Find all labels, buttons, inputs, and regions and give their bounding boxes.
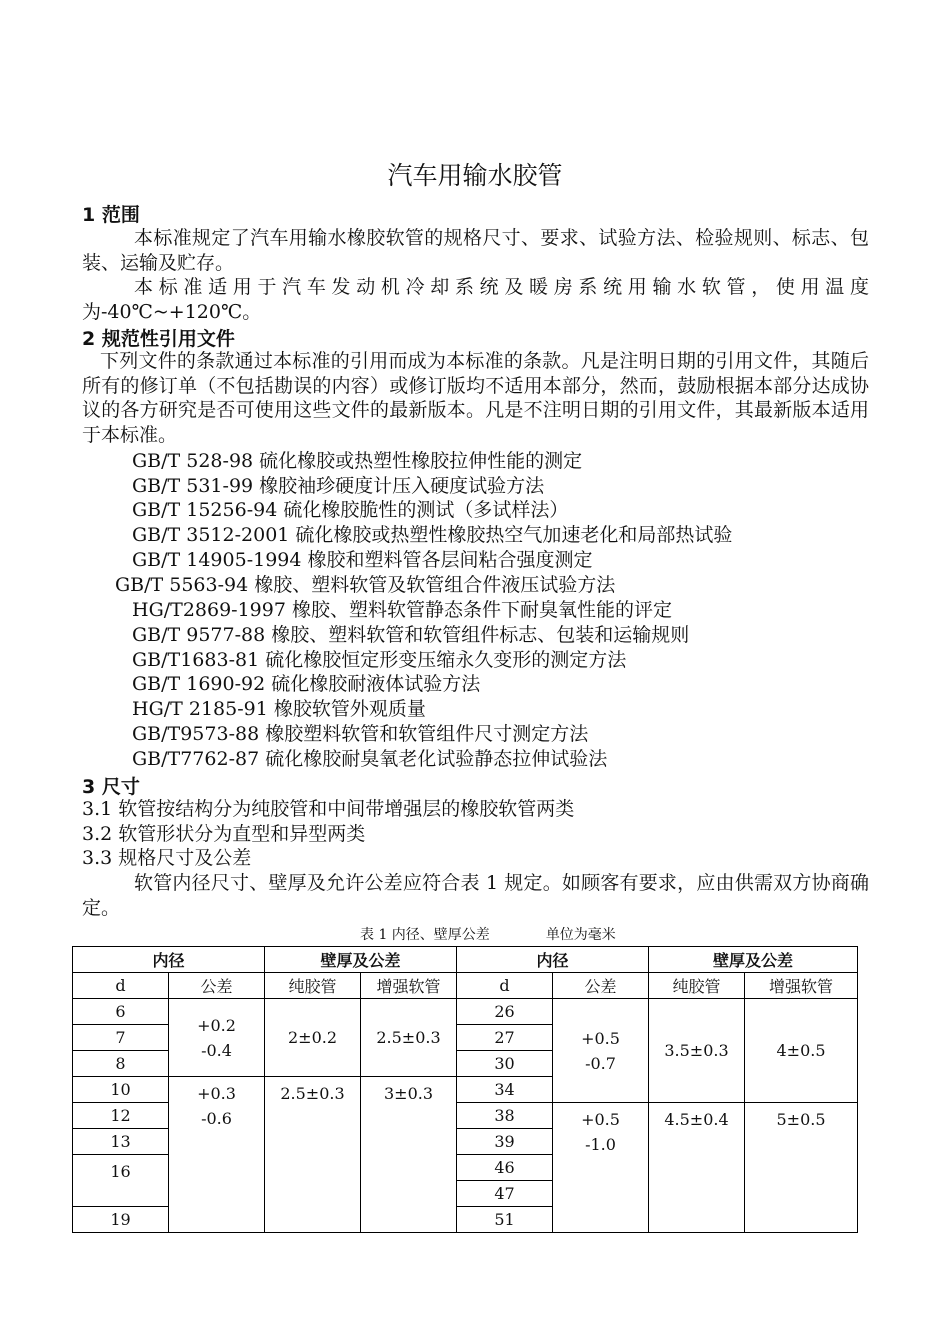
table-cell-d: 51 [457,1207,553,1233]
table-cell-d: 39 [457,1129,553,1155]
document-title: 汽车用输水胶管 [387,161,563,190]
section-3-item: 3.1 软管按结构分为纯胶管和中间带增强层的橡胶软管两类 [82,798,575,820]
section-3-item: 3.3 规格尺寸及公差 [82,847,252,869]
reference-item: GB/T1683-81 硫化橡胶恒定形变压缩永久变形的测定方法 [132,649,627,671]
table-cell-tolerance [169,1077,265,1233]
table-cell-d: 34 [457,1077,553,1103]
tolerance-lower: -1.0 [585,1135,616,1154]
table-cell-d: 19 [73,1207,169,1233]
table-group-header: 壁厚及公差 [649,947,858,973]
tolerance-lower: -0.7 [585,1053,616,1073]
table-caption [360,924,616,944]
section-3-paragraph: 软管内径尺寸、壁厚及允许公差应符合表 1 规定。如顾客有要求，应由供需双方协商确定。 [82,872,869,919]
table-cell-wall-pure: 2±0.2 [265,999,361,1077]
table-sub-header: 增强软管 [745,973,858,999]
table-cell-tolerance [169,999,265,1077]
table-cell-d: 47 [457,1181,553,1207]
table-cell-d: 30 [457,1051,553,1077]
tolerance-lower: -0.6 [201,1109,232,1128]
table-cell-wall-pure: 4.5±0.4 [649,1103,745,1233]
table-cell-d: 10 [73,1077,169,1103]
table-sub-header: d [457,973,553,999]
reference-item: GB/T 528-98 硫化橡胶或热塑性橡胶拉伸性能的测定 [132,450,583,472]
section-1-heading: 1 范围 [82,204,140,226]
reference-item: GB/T7762-87 硫化橡胶耐臭氧老化试验静态拉伸试验法 [132,748,608,770]
table-cell-d: 46 [457,1155,553,1181]
tolerance-upper: +0.3 [197,1084,236,1103]
section-2-heading: 2 规范性引用文件 [82,328,235,350]
reference-item: GB/T9573-88 橡胶塑料软管和软管组件尺寸测定方法 [132,723,589,745]
table-sub-header: 纯胶管 [265,973,361,999]
table-cell-d: 8 [73,1051,169,1077]
table-cell-d: 16 [73,1155,169,1207]
section-1-paragraph-2: 本标准适用于汽车发动机冷却系统及暖房系统用输水软管，使用温度为-40℃~+120℃。 [82,276,869,323]
table-group-header: 内径 [457,947,649,973]
reference-item: GB/T 5563-94 橡胶、塑料软管及软管组合件液压试验方法 [115,574,616,596]
table-cell-wall-reinforced: 4±0.5 [745,999,858,1103]
table-cell-d: 6 [73,999,169,1025]
reference-item: GB/T 1690-92 硫化橡胶耐液体试验方法 [132,673,481,695]
table-cell-d: 7 [73,1025,169,1051]
table-cell-d: 38 [457,1103,553,1129]
section-3-item: 3.2 软管形状分为直型和异型两类 [82,823,366,845]
reference-item: HG/T 2185-91 橡胶软管外观质量 [132,698,426,720]
reference-item: GB/T 15256-94 硫化橡胶脆性的测试（多试样法） [132,499,569,521]
tolerance-lower: -0.4 [201,1040,232,1060]
table-cell-wall-reinforced: 2.5±0.3 [361,999,457,1077]
tolerance-upper: +0.5 [581,1110,620,1129]
table-cell-d: 12 [73,1103,169,1129]
section-1-paragraph-1: 本标准规定了汽车用输水橡胶软管的规格尺寸、要求、试验方法、检验规则、标志、包装、运输及贮存。 [82,227,869,274]
table-sub-header: 公差 [553,973,649,999]
table-sub-header: 纯胶管 [649,973,745,999]
table-cell-d: 13 [73,1129,169,1155]
table-unit: 单位为毫米 [545,927,616,943]
table-cell-d: 26 [457,999,553,1025]
table-caption-title: 表 1 内径、壁厚公差 [360,927,490,943]
section-3-heading: 3 尺寸 [82,776,140,798]
table-cell-tolerance [553,1103,649,1233]
reference-item: HG/T2869-1997 橡胶、塑料软管静态条件下耐臭氧性能的评定 [132,599,672,621]
table-group-header: 内径 [73,947,265,973]
table-group-header: 壁厚及公差 [265,947,457,973]
table-cell-tolerance [553,999,649,1103]
table-sub-header: 增强软管 [361,973,457,999]
table-cell-wall-pure: 2.5±0.3 [265,1077,361,1233]
table-cell-wall-reinforced: 3±0.3 [361,1077,457,1233]
tolerance-upper: +0.2 [197,1015,236,1035]
section-2-intro: 下列文件的条款通过本标准的引用而成为本标准的条款。凡是注明日期的引用文件，其随后所有的修订单（不包括勘误的内容）或修订版均不适用本部分，然而，鼓励根据本部分达成协议的各方研究是否可使用这些文件的最新版本。凡是不注明日期的引用文件，其最新版本适用于本标准。 [82,350,869,446]
table-sub-header: 公差 [169,973,265,999]
tolerance-upper: +0.5 [581,1028,620,1048]
reference-item: GB/T 3512-2001 硫化橡胶或热塑性橡胶热空气加速老化和局部热试验 [132,524,733,546]
reference-item: GB/T 9577-88 橡胶、塑料软管和软管组件标志、包装和运输规则 [132,624,690,646]
table-cell-wall-pure: 3.5±0.3 [649,999,745,1103]
reference-item: GB/T 14905-1994 橡胶和塑料管各层间粘合强度测定 [132,549,593,571]
reference-item: GB/T 531-99 橡胶袖珍硬度计压入硬度试验方法 [132,475,545,497]
table-cell-wall-reinforced: 5±0.5 [745,1103,858,1233]
table-cell-d: 27 [457,1025,553,1051]
dimension-table [72,946,858,1233]
table-sub-header: d [73,973,169,999]
